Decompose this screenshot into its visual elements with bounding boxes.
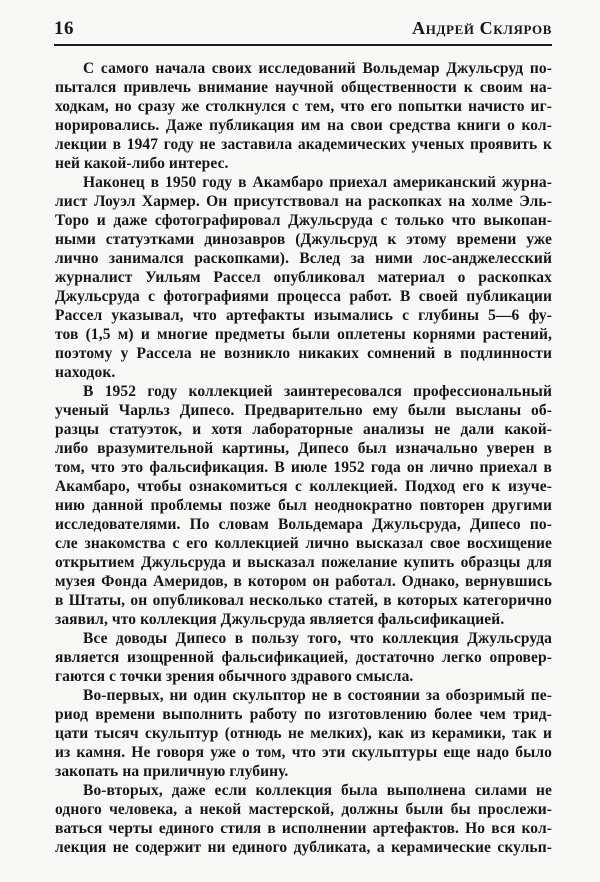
text-line: нию данной проблемы позже был неоднократно повторен другими — [55, 497, 552, 514]
text-line: лекция не содержит ни единого дубликата, а керамические скульп- — [55, 839, 552, 856]
paragraph — [55, 629, 552, 686]
text-line: из камня. Не говоря уже о том, что эти скульптуры еще надо было — [55, 744, 552, 761]
text-line: лекции в 1947 году не заставила академических ученых проявить к — [55, 136, 552, 153]
text-line: Наконец в 1950 году в Акамбаро приехал американский журна- — [83, 174, 552, 191]
text-line: журналист Уильям Рассел опубликовал материал о раскопках — [55, 269, 552, 286]
text-line: цати тысяч скульптур (отнюдь не мелких), как из керамики, так и — [55, 725, 552, 742]
text-line: Торо и даже сфотографировал Джульсруда с только что выкопан- — [55, 212, 552, 229]
paragraph — [55, 781, 552, 857]
paragraph — [55, 382, 552, 629]
text-line: является изощренной фальсификацией, достаточно легко опровер- — [55, 649, 552, 666]
text-line: ваться черты единого стиля в исполнении артефактов. Но вся кол- — [55, 820, 552, 837]
text-line: заявил, что коллекция Джульсруда является фальсификацией. — [55, 611, 505, 628]
text-line: ней какой-либо интерес. — [55, 155, 229, 172]
text-line: открытием Джульсруда и высказал пожелание купить образцы для — [55, 554, 552, 571]
text-line: в Штаты, он опубликовал несколько статей, в которых категорично — [55, 592, 552, 609]
text-line: Джульсруда с фотографиями процесса работ. В своей публикации — [55, 288, 552, 305]
text-line: том, что это фальсификация. В июле 1952 года он лично приехал в — [55, 459, 552, 476]
paragraph — [55, 173, 552, 382]
running-header-author: Андрей Скляров — [412, 18, 552, 38]
text-line: Все доводы Дипесо в пользу того, что коллекция Джульсруда — [83, 630, 552, 647]
text-line: норировались. Даже публикация им на свои средства книги о кол- — [55, 117, 552, 134]
text-line: закопать на приличную глубину. — [55, 763, 289, 780]
text-line: Во-вторых, даже если коллекция была выполнена силами не — [83, 782, 552, 799]
text-line: С самого начала своих исследований Вольдемар Джульсруд по- — [83, 60, 552, 77]
page-body — [55, 59, 552, 857]
text-line: тов (1,5 м) и многие предметы были оплетены корнями растений, — [55, 326, 552, 343]
text-line: находок. — [55, 364, 116, 381]
text-line: ходкам, но сразу же столкнулся с тем, что его попытки начисто иг- — [55, 98, 552, 115]
text-line: лично занимался раскопками). Вслед за ними лос-анджелесский — [55, 250, 552, 267]
text-line: ученый Чарльз Дипесо. Предварительно ему были высланы об- — [55, 402, 552, 419]
text-line: поэтому у Рассела не возникло никаких сомнений в подлинности — [55, 345, 552, 362]
text-line: одного человека, а некой мастерской, должны были бы прослежи- — [55, 801, 552, 818]
text-line: гаются с точки зрения обычного здравого смысла. — [55, 668, 414, 685]
paragraph — [55, 686, 552, 781]
text-line: ными статуэтками динозавров (Джульсруд к этому времени уже — [55, 231, 552, 248]
text-line: Во-первых, ни один скульптор не в состоянии за обозримый пе- — [83, 687, 552, 704]
text-line: исследователями. По словам Вольдемара Джульсруда, Дипесо по- — [55, 516, 552, 533]
text-line: В 1952 году коллекцией заинтересовался профессиональный — [83, 383, 552, 400]
text-line: Акамбаро, чтобы ознакомиться с коллекцией. Подход его к изуче- — [55, 478, 552, 495]
text-line: сле знакомства с его коллекцией лично высказал свое восхищение — [55, 535, 552, 552]
text-line: риод времени выполнить работу по изготовлению более чем трид- — [55, 706, 552, 723]
paragraph — [55, 59, 552, 173]
text-line: музея Фонда Америдов, в котором он работал. Однако, вернувшись — [55, 573, 552, 590]
running-header — [54, 18, 552, 46]
text-line: либо вразумительной картины, Дипесо был изначально уверен в — [55, 440, 552, 457]
text-line: пытался привлечь внимание научной общественности к своим на- — [55, 79, 552, 96]
page-number: 16 — [54, 18, 74, 39]
text-line: Рассел указывал, что артефакты изымались с глубины 5—6 фу- — [55, 307, 552, 324]
text-line: разцы статуэток, и хотя лабораторные анализы не дали какой- — [55, 421, 552, 438]
text-line: лист Лоуэл Хармер. Он присутствовал на раскопках на холме Эль- — [55, 193, 552, 210]
